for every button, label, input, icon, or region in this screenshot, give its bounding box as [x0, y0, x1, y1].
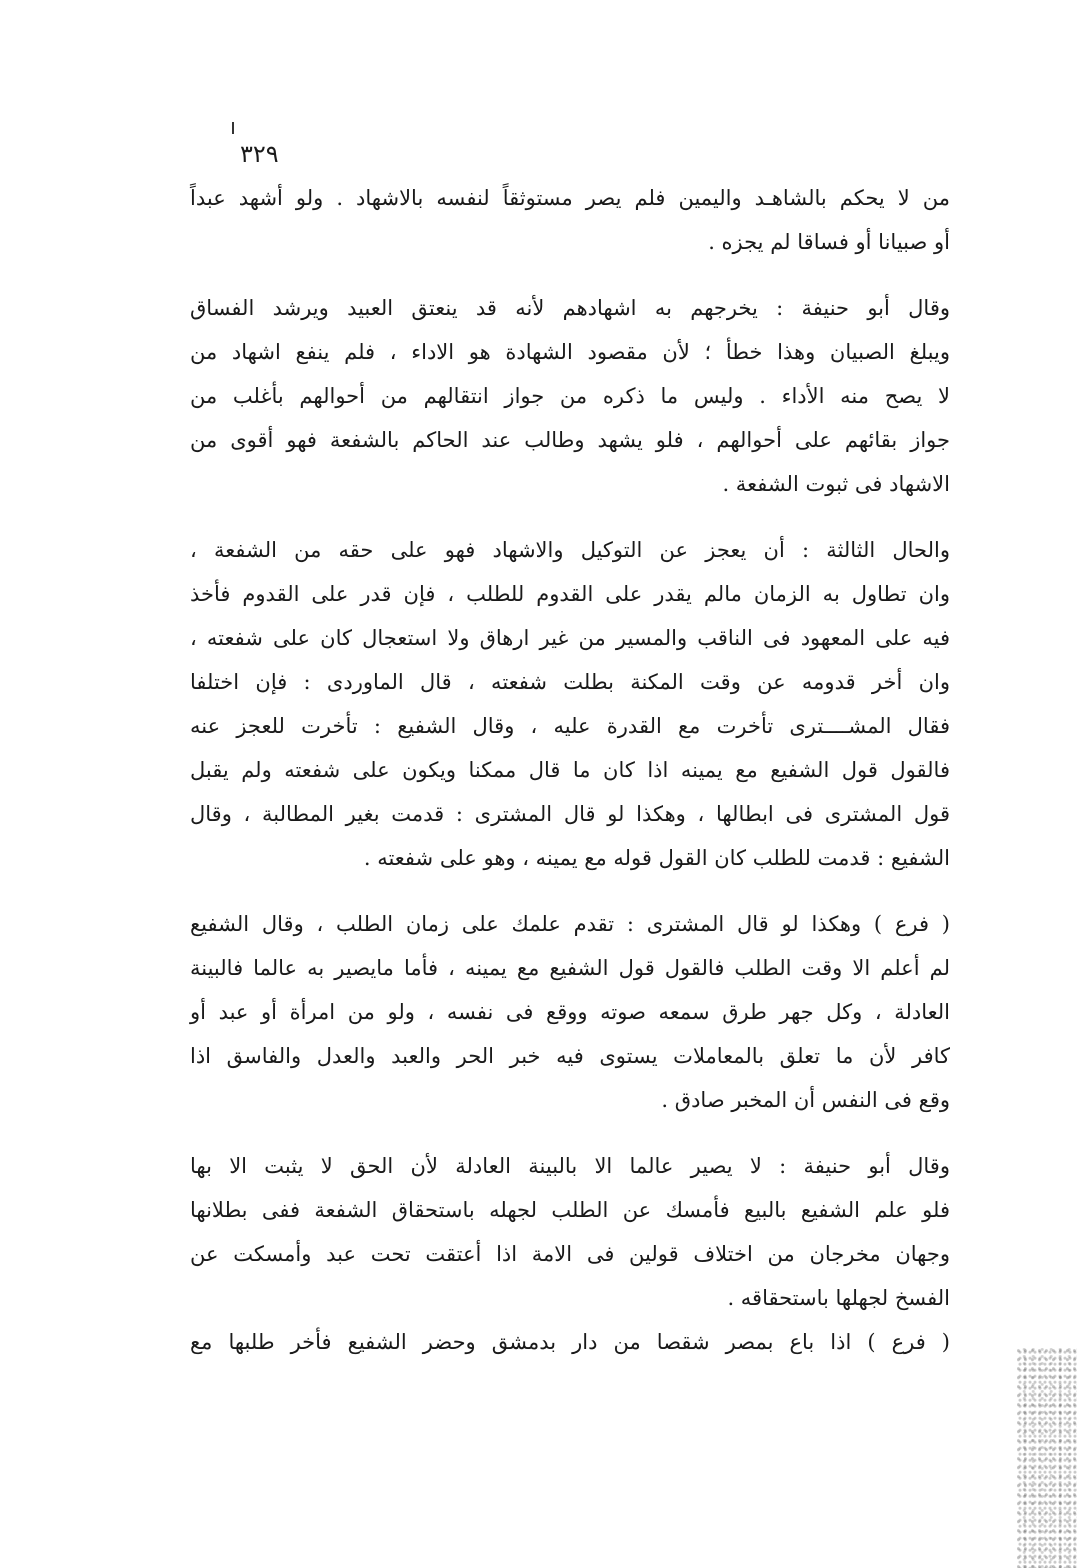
paragraph	[190, 902, 950, 1122]
text-line: من لا يحكم بالشاهـد واليمين فلم يصر مستوثقاً لنفسه بالاشهاد . ولو أشهد عبداً	[190, 186, 950, 210]
text-line: ويبلغ الصبيان وهذا خطأ ؛ لأن مقصود الشهادة هو الاداء ، فلم ينفع اشهاد من	[190, 340, 950, 364]
paragraph	[190, 528, 950, 880]
text-line: الاشهاد فى ثبوت الشفعة .	[722, 472, 950, 496]
text-line: جواز بقائهم على أحوالهم ، فلو يشهد وطالب عند الحاكم بالشفعة فهو أقوى من	[190, 428, 950, 452]
body-text	[190, 176, 950, 1364]
text-line: قول المشترى فى ابطالها ، وهكذا لو قال المشترى : قدمت بغير المطالبة ، وقال	[190, 802, 950, 826]
text-line: الفسخ لجهلها باستحقاقه .	[727, 1286, 950, 1310]
text-line: أو صبيانا أو فساقا لم يجزه .	[708, 230, 950, 254]
ink-speck	[232, 122, 234, 134]
text-line: وان أخر قدومه عن وقت المكنة بطلت شفعته ، قال الماوردى : فإن اختلفا	[190, 670, 950, 694]
text-line: وجهان مخرجان من اختلاف قولين فى الامة اذا أعتقت تحت عبد وأمسكت عن	[190, 1242, 950, 1266]
text-line: لم أعلم الا وقت الطلب فالقول قول الشفيع مع يمينه ، فأما مايصير به عالما فالبينة	[190, 956, 950, 980]
text-line: وقال أبو حنيفة : لا يصير عالما الا بالبينة العادلة لأن الحق لا يثبت الا بها	[190, 1154, 950, 1178]
paragraph	[190, 286, 950, 506]
text-line: فقال المشــــترى تأخرت مع القدرة عليه ، وقال الشفيع : تأخرت للعجز عنه	[190, 714, 950, 738]
text-line: فيه على المعهود فى الناقب والمسير من غير ارهاق ولا استعجال كان على شفعته ،	[190, 626, 950, 650]
text-line: فلو علم الشفيع بالبيع فأمسك عن الطلب لجهله باستحقاق الشفعة ففى بطلانها	[190, 1198, 950, 1222]
text-line: الشفيع : قدمت للطلب كان القول قوله مع يمينه ، وهو على شفعته .	[363, 846, 950, 870]
paragraph	[190, 1144, 950, 1320]
text-line: وقع فى النفس أن المخبر صادق .	[661, 1088, 950, 1112]
paragraph	[190, 176, 950, 264]
text-line: كافر لأن ما تعلق بالمعاملات يستوى فيه خبر الحر والعبد والعدل والفاسق اذا	[190, 1044, 950, 1068]
text-line: ( فرع ) وهكذا لو قال المشترى : تقدم علمك على زمان الطلب ، وقال الشفيع	[190, 912, 950, 936]
text-line: ( فرع ) اذا باع بمصر شقصا من دار بدمشق وحضر الشفيع فأخر طلبها مع	[190, 1330, 950, 1354]
text-line: العادلة ، وكل جهر طرق سمعه صوته ووقع فى نفسه ، ولو من امرأة أو عبد أو	[190, 1000, 950, 1024]
text-line: لا يصح منه الأداء . وليس ما ذكره من جواز انتقالهم من أحوالهم بأغلب من	[190, 384, 950, 408]
page-number: ٣٢٩	[240, 140, 279, 168]
text-line: وقال أبو حنيفة : يخرجهم به اشهادهم لأنه قد ينعتق العبيد ويرشد الفساق	[190, 296, 950, 320]
scan-noise-texture	[1017, 1348, 1077, 1568]
paragraph	[190, 1320, 950, 1364]
text-line: وان تطاول به الزمان مالم يقدر على القدوم للطلب ، فإن قدر على القدوم فأخذ	[190, 582, 950, 606]
text-line: فالقول قول الشفيع مع يمينه اذا كان ما قال ممكنا ويكون على شفعته ولم يقبل	[190, 758, 950, 782]
text-line: والحال الثالثة : أن يعجز عن التوكيل والاشهاد فهو على حقه من الشفعة ،	[190, 538, 950, 562]
